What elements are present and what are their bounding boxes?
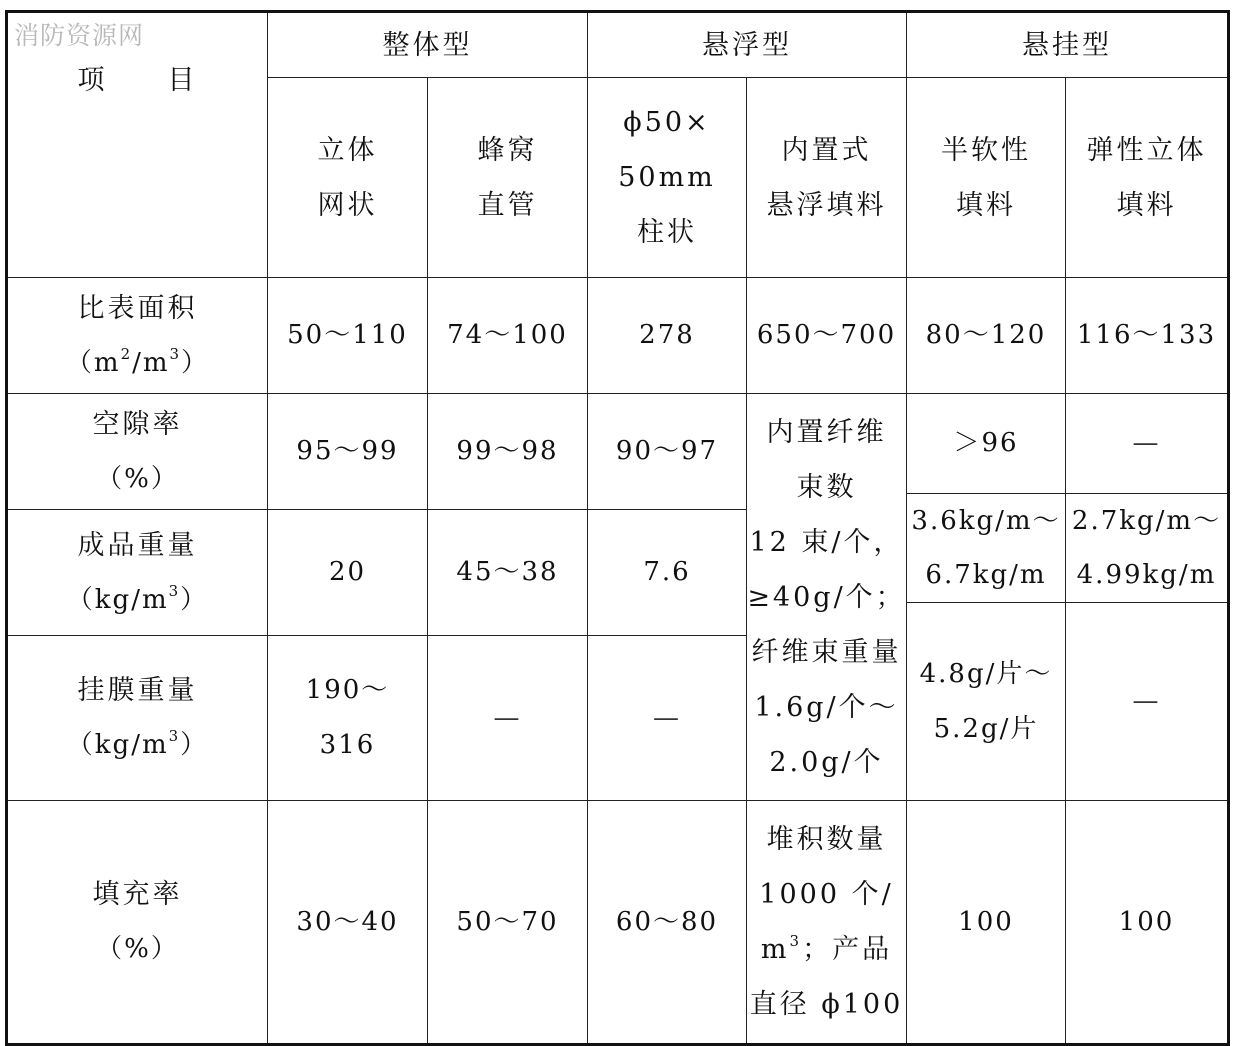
cell-value: 278 <box>588 278 747 394</box>
cell-value: 50～110 <box>268 278 428 394</box>
cell-value: 90～97 <box>588 394 747 510</box>
fiber-bundle-cell: 内置纤维 束数 12 束/个， ≥40g/个； 纤维束重量 1.6g/个～ 2.0g/个 <box>747 394 907 801</box>
header-group-row <box>7 12 1229 78</box>
watermark: 消防资源网 <box>14 21 145 50</box>
type-cylinder: ϕ50× 50mm 柱状 <box>588 78 747 278</box>
cell-value: 100 <box>907 801 1066 1045</box>
group-suspended: 悬浮型 <box>588 12 907 78</box>
semisoft-weight-cell: 3.6kg/m～ 6.7kg/m <box>907 494 1066 603</box>
label-porosity: 空隙率 （%） <box>7 394 268 510</box>
cell-value: 7.6 <box>588 510 747 636</box>
stack-quantity-cell: 堆积数量 1000 个/ $m^3$；产品 直径 ϕ100 <box>747 801 907 1045</box>
label-product-weight: 成品重量 $(kg/m^3)$ <box>7 510 268 636</box>
specification-table <box>5 10 1230 1046</box>
semisoft-film-cell: 4.8g/片～ 5.2g/片 <box>907 603 1066 801</box>
label-specific-surface: 比表面积 $(m^2/m^3)$ <box>7 278 268 394</box>
type-semi-soft: 半软性 填料 <box>907 78 1066 278</box>
cell-value: 99～98 <box>428 394 588 510</box>
label-fill-rate: 填充率 （%） <box>7 801 268 1045</box>
cell-dash: — <box>1066 394 1229 494</box>
cell-value: 80～120 <box>907 278 1066 394</box>
cell-value: 60～80 <box>588 801 747 1045</box>
type-internal-suspended: 内置式 悬浮填料 <box>747 78 907 278</box>
cell-value: 30～40 <box>268 801 428 1045</box>
cell-value: 20 <box>268 510 428 636</box>
cell-value: ＞96 <box>907 394 1066 494</box>
type-elastic-3d: 弹性立体 填料 <box>1066 78 1229 278</box>
type-3d-mesh: 立体 网状 <box>268 78 428 278</box>
row-fill-rate <box>7 801 1229 1045</box>
label-film-weight: 挂膜重量 $(kg/m^3)$ <box>7 636 268 801</box>
elastic-weight-cell: 2.7kg/m～ 4.99kg/m <box>1066 494 1229 603</box>
cell-dash: — <box>1066 603 1229 801</box>
cell-value: 45～38 <box>428 510 588 636</box>
cell-value: 95～99 <box>268 394 428 510</box>
cell-value: 650～700 <box>747 278 907 394</box>
type-honeycomb-tube: 蜂窝 直管 <box>428 78 588 278</box>
group-integral: 整体型 <box>268 12 588 78</box>
cell-value: 50～70 <box>428 801 588 1045</box>
cell-dash: — <box>588 636 747 801</box>
item-header: 项 目 <box>77 65 198 96</box>
cell-value: 116～133 <box>1066 278 1229 394</box>
row-specific-surface <box>7 278 1229 394</box>
cell-value: 100 <box>1066 801 1229 1045</box>
cell-value: 74～100 <box>428 278 588 394</box>
row-porosity <box>7 394 1229 494</box>
cell-value: 190～ 316 <box>268 636 428 801</box>
group-hanging: 悬挂型 <box>907 12 1229 78</box>
cell-dash: — <box>428 636 588 801</box>
